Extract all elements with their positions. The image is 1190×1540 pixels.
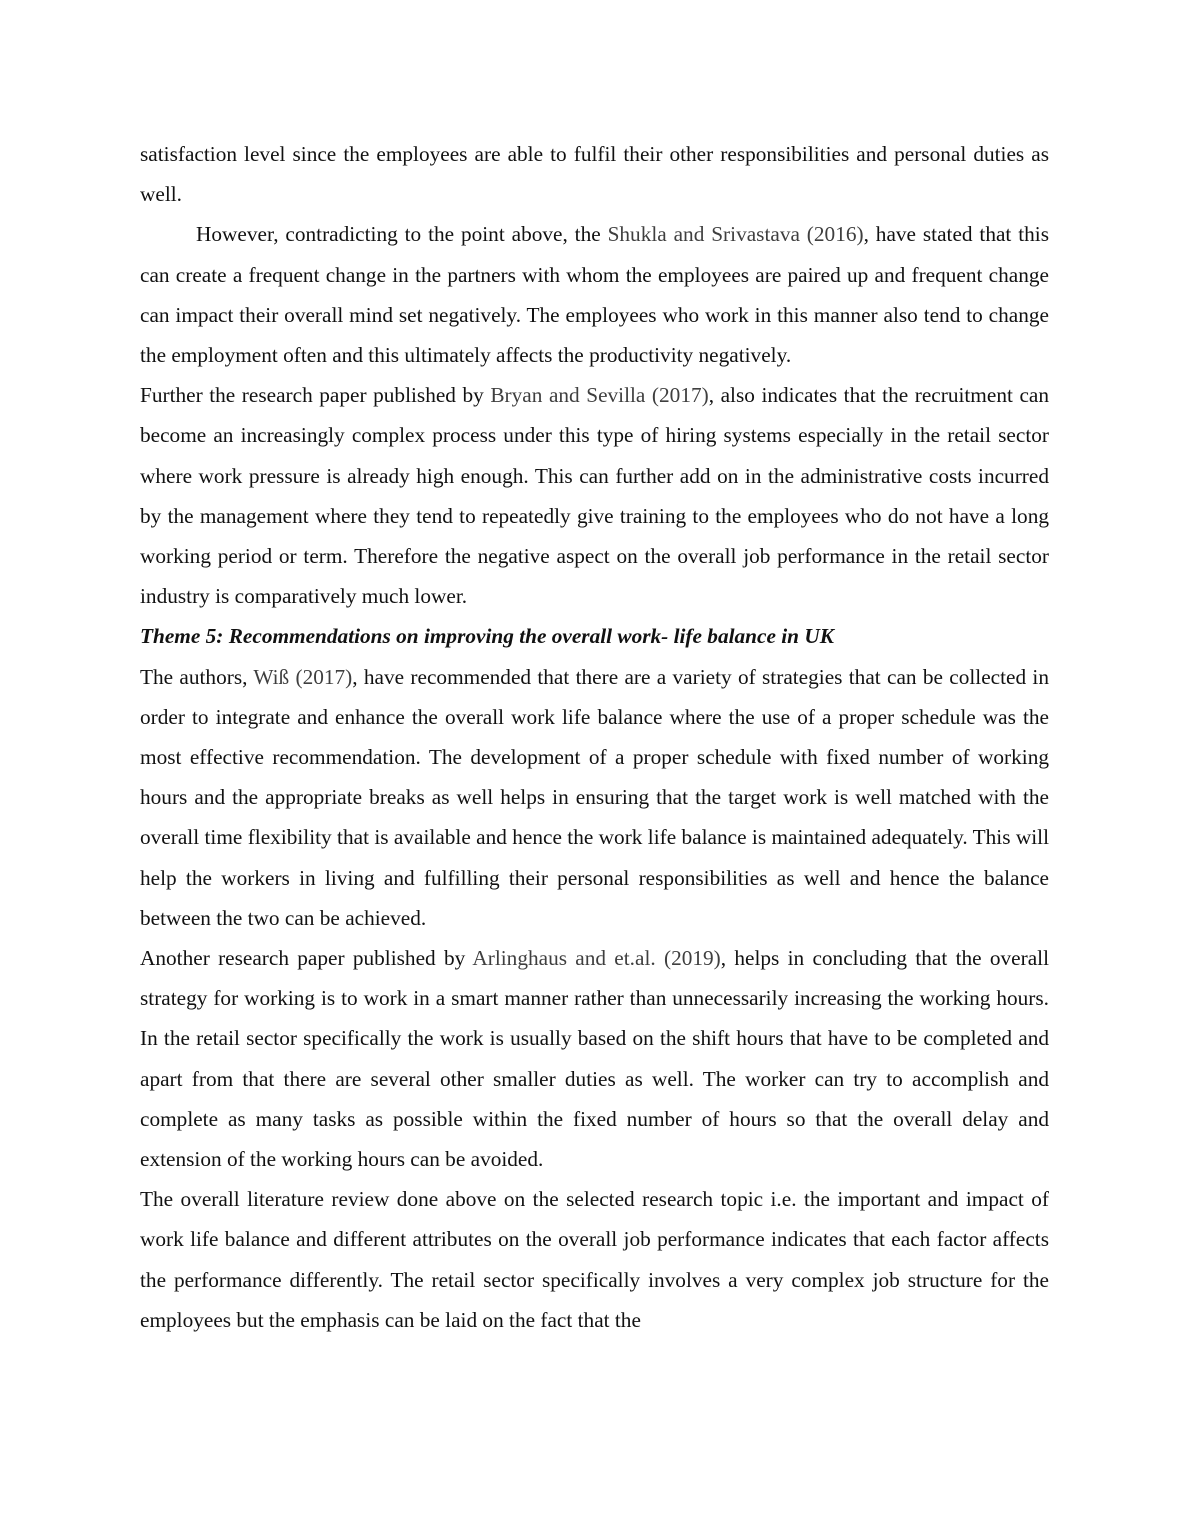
paragraph-3 <box>140 375 1049 616</box>
paragraph-2-text-after: , have stated that this can create a frequent change in the partners with whom the employees are paired up and frequent change can impact their overall mind set negatively. The employees who work in this manner also tend to change the employment often and this ultimately affects the productivity negatively. <box>140 222 1049 368</box>
citation-wiss: Wiß (2017) <box>253 664 353 689</box>
paragraph-1 <box>140 134 1049 214</box>
document-page <box>140 134 1049 1340</box>
paragraph-5-text-after: , helps in concluding that the overall strategy for working is to work in a smart manner rather than unnecessarily increasing the working hours. In the retail sector specifically the work is usually based on the shift hours that have to be completed and apart from that there are several other smaller duties as well. The worker can try to accomplish and complete as many tasks as possible within the fixed number of hours so that the overall delay and extension of the working hours can be avoided. <box>140 946 1050 1172</box>
citation-shukla-srivastava: Shukla and Srivastava (2016) <box>607 222 864 247</box>
paragraph-3-text-after: , also indicates that the recruitment can become an increasingly complex process under this type of hiring systems especially in the retail sector where work pressure is already high enough. This can further add on in the administrative costs incurred by the management where they tend to repeatedly give training to the employees who do not have a long working period or term. Therefore the negative aspect on the overall job performance in the retail sector industry is comparatively much lower. <box>140 383 1049 609</box>
paragraph-4-text-before: The authors, <box>140 664 254 689</box>
paragraph-5 <box>140 938 1049 1179</box>
paragraph-4-text-after: , have recommended that there are a variety of strategies that can be collected in order to integrate and enhance the overall work life balance where the use of a proper schedule was the most effective recommendation. The development of a proper schedule with fixed number of working hours and the appropriate breaks as well helps in ensuring that the target work is well matched with the overall time flexibility that is available and hence the work life balance is maintained adequately. This will help the workers in living and fulfilling their personal responsibilities as well and hence the balance between the two can be achieved. <box>140 664 1049 930</box>
paragraph-2-text-before: However, contradicting to the point above, the <box>196 222 608 247</box>
citation-arlinghaus: Arlinghaus and et.al. (2019) <box>472 946 721 971</box>
paragraph-4 <box>140 657 1049 938</box>
section-heading-theme-5: Theme 5: Recommendations on improving the overall work- life balance in UK <box>140 624 834 649</box>
paragraph-5-text-before: Another research paper published by <box>140 946 473 971</box>
paragraph-6 <box>140 1179 1049 1340</box>
paragraph-3-text-before: Further the research paper published by <box>140 383 491 408</box>
paragraph-1-text: satisfaction level since the employees are able to fulfil their other responsibilities and personal duties as well. <box>140 142 1049 207</box>
citation-bryan-sevilla: Bryan and Sevilla (2017) <box>490 383 709 408</box>
paragraph-6-text: The overall literature review done above on the selected research topic i.e. the important and impact of work life balance and different attributes on the overall job performance indicates that each factor affects the performance differently. The retail sector specifically involves a very complex job structure for the employees but the emphasis can be laid on the fact that the <box>140 1187 1049 1332</box>
paragraph-2 <box>140 214 1049 375</box>
